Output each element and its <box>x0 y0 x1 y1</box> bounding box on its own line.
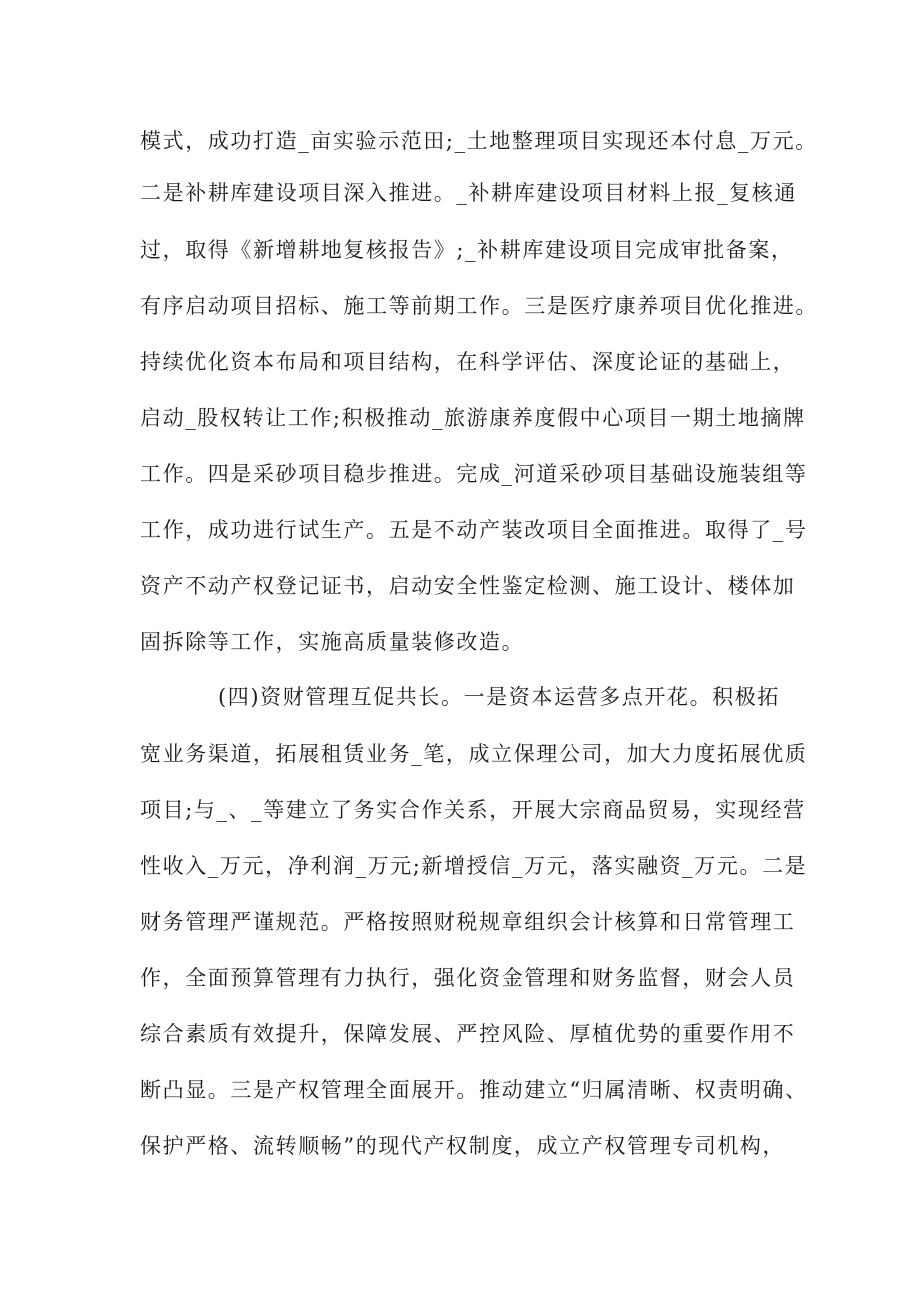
text-line: 综合素质有效提升，保障发展、严控风险、厚植优势的重要作用不 <box>140 1022 796 1046</box>
text-line: 固拆除等工作，实施高质量装修改造。 <box>140 630 525 654</box>
text-line: 持续优化资本布局和项目结构，在科学评估、深度论证的基础上， <box>140 350 796 374</box>
text-line: 宽业务渠道，拓展租赁业务_笔，成立保理公司，加大力度拓展优质 <box>140 742 808 766</box>
text-line: 过，取得《新增耕地复核报告》;_补耕库建设项目完成审批备案， <box>140 238 794 262</box>
text-line: 项目;与_、_等建立了务实合作关系，开展大宗商品贸易，实现经营 <box>140 798 806 822</box>
text-line: 有序启动项目招标、施工等前期工作。三是医疗康养项目优化推进。 <box>140 294 818 318</box>
text-line: 保护严格、流转顺畅”的现代产权制度，成立产权管理专司机构， <box>140 1134 786 1158</box>
text-line: 工作。四是采砂项目稳步推进。完成_河道采砂项目基础设施装组等 <box>140 462 808 486</box>
text-line: 财务管理严谨规范。严格按照财税规章组织会计核算和日常管理工 <box>140 910 796 934</box>
text-line: 启动_股权转让工作;积极推动_旅游康养度假中心项目一期土地摘牌 <box>140 406 806 430</box>
text-line: 二是补耕库建设项目深入推进。_补耕库建设项目材料上报_复核通 <box>140 181 797 205</box>
text-line: 工作，成功进行试生产。五是不动产装改项目全面推进。取得了_号 <box>140 518 808 542</box>
text-line: 资产不动产权登记证书，启动安全性鉴定检测、施工设计、楼体加 <box>140 574 796 598</box>
text-line: 作，全面预算管理有力执行，强化资金管理和财务监督，财会人员 <box>140 966 796 990</box>
text-line: 模式，成功打造_亩实验示范田;_土地整理项目实现还本付息_万元。 <box>140 129 818 153</box>
text-line: 断凸显。三是产权管理全面展开。推动建立“归属清晰、权责明确、 <box>140 1078 808 1102</box>
section-heading-line: (四)资财管理互促共长。一是资本运营多点开花。积极拓 <box>218 685 780 709</box>
text-line: 性收入_万元，净利润_万元;新增授信_万元，落实融资_万元。二是 <box>140 854 808 878</box>
